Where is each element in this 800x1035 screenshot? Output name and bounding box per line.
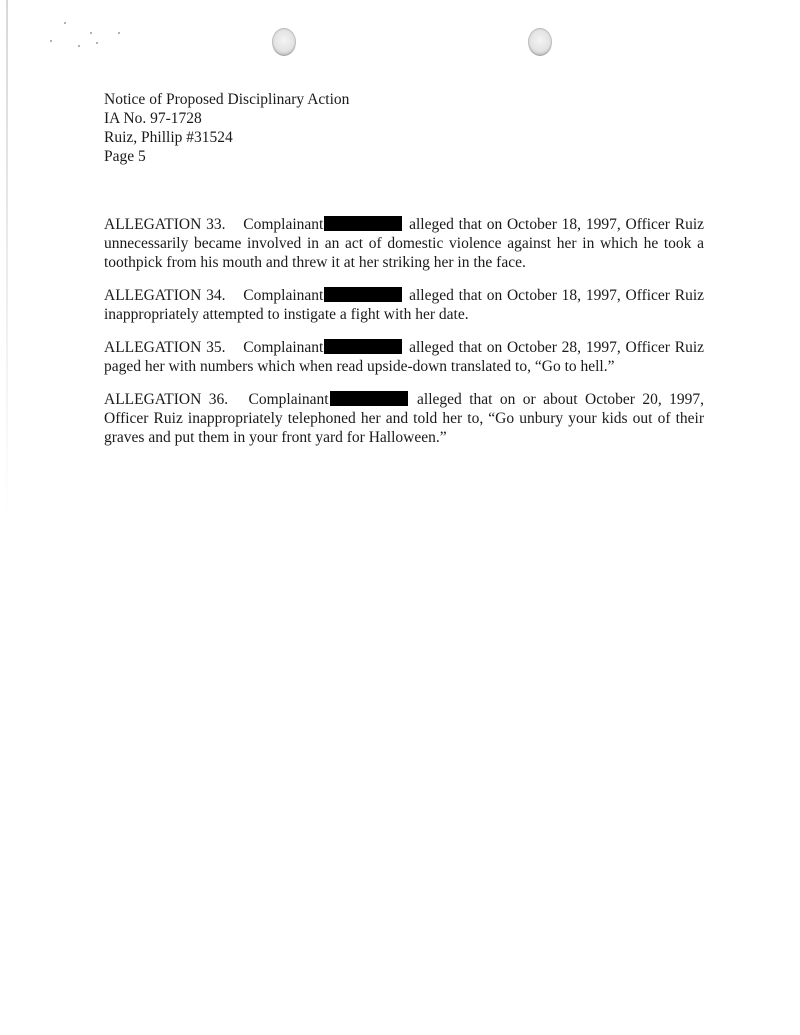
allegation-number: ALLEGATION 33. [104, 216, 226, 233]
allegation-35 [104, 338, 704, 376]
page-number: Page 5 [104, 148, 146, 165]
document-header [104, 90, 504, 166]
redaction-bar [324, 287, 402, 302]
allegation-lead: Complainant [243, 287, 324, 304]
allegation-36 [104, 390, 704, 447]
scan-speck [90, 32, 92, 34]
scan-speck [96, 42, 98, 44]
redaction-bar [324, 216, 402, 231]
allegation-number: ALLEGATION 35. [104, 339, 226, 356]
allegation-lead: Complainant [243, 339, 324, 356]
case-number: IA No. 97-1728 [104, 110, 202, 127]
allegation-number: ALLEGATION 36. [104, 391, 229, 408]
allegation-number: ALLEGATION 34. [104, 287, 226, 304]
allegations-list [104, 215, 704, 461]
allegation-text: alleged that on October 18, 1997, Officer Ruiz unnecessarily became involved in an act of domestic violence against her in which he took a toothpick from his mouth and threw it at her striking her in the face. [104, 216, 705, 271]
allegation-text: alleged that on October 18, 1997, Officer Ruiz inappropriately attempted to instigate a fight with her date. [104, 287, 705, 323]
allegation-33 [104, 215, 704, 272]
allegation-lead: Complainant [248, 391, 329, 408]
allegation-lead: Complainant [243, 216, 324, 233]
scan-speck [118, 32, 120, 34]
scan-speck [64, 22, 66, 24]
scan-speck [50, 40, 52, 42]
scan-speck [78, 45, 80, 47]
punch-hole-right [528, 28, 552, 56]
punch-hole-left [272, 28, 296, 56]
subject-name: Ruiz, Phillip #31524 [104, 129, 233, 146]
scanned-page-edge [6, 0, 8, 520]
allegation-text: alleged that on October 28, 1997, Officer Ruiz paged her with numbers which when read upside-down translated to, “Go to hell.” [104, 339, 705, 375]
redaction-bar [324, 339, 402, 354]
allegation-text: alleged that on or about October 20, 1997, Officer Ruiz inappropriately telephoned her and told her to, “Go unbury your kids out of their graves and put them in your front yard for Halloween.” [104, 391, 705, 446]
allegation-34 [104, 286, 704, 324]
redaction-bar [330, 391, 408, 406]
document-title: Notice of Proposed Disciplinary Action [104, 91, 350, 108]
